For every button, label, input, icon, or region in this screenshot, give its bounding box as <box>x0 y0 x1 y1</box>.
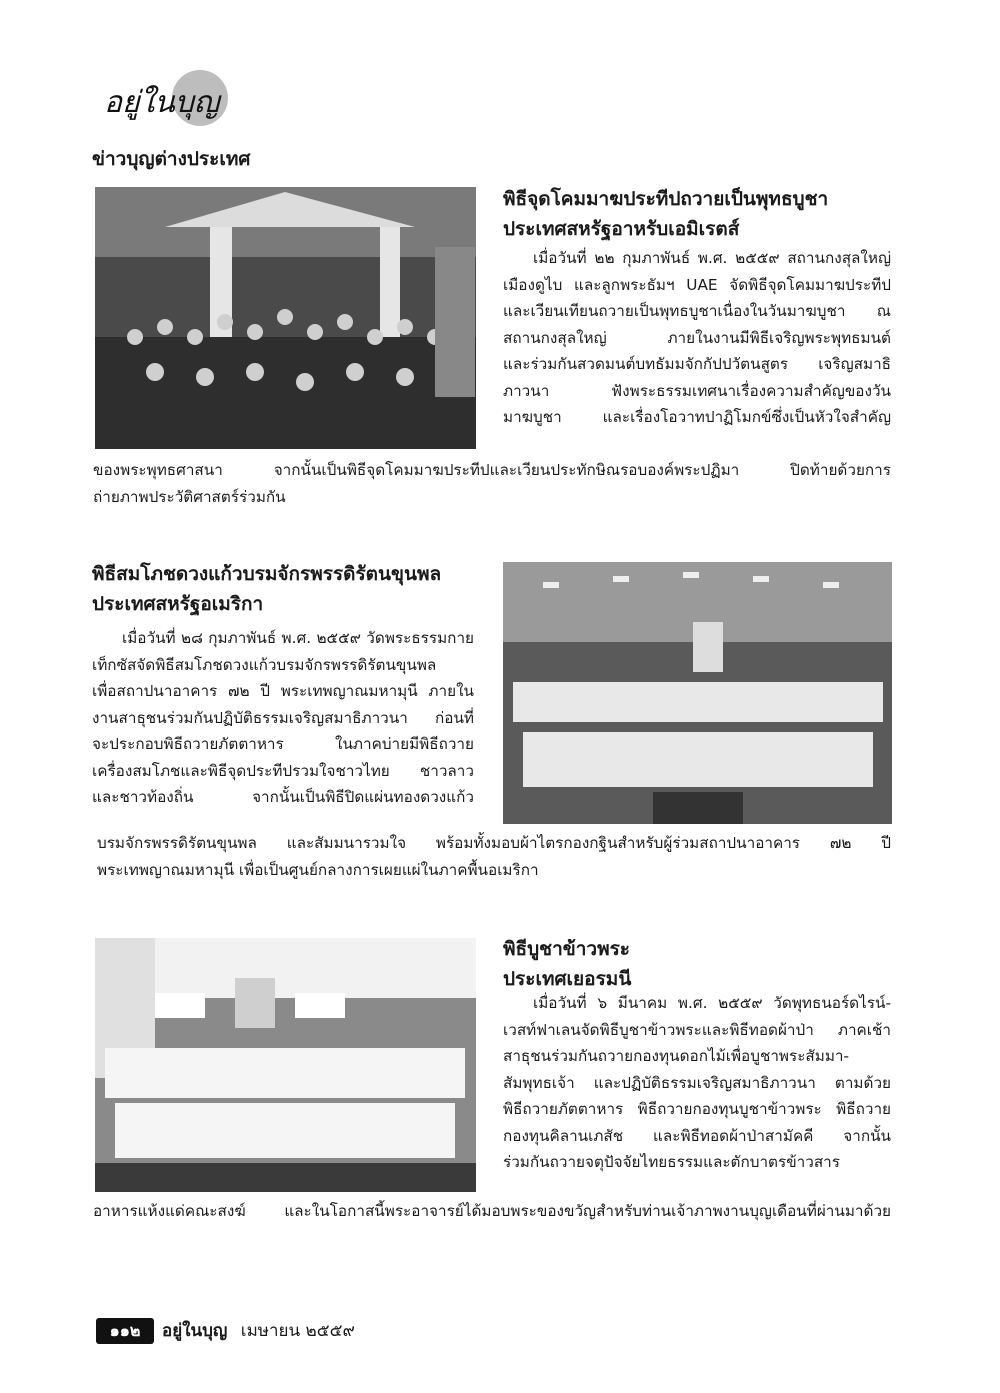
text-line: ของพระพุทธศาสนา จากนั้นเป็นพิธีจุดโคมมาฆประทีปและเวียนประทักษิณรอบองค์พระปฏิมา ปิดท้ายด้วยการ <box>93 461 891 479</box>
text-line: อาหารแห้งแด่คณะสงฆ์ และในโอกาสนี้พระอาจารย์ได้มอบพระของขวัญสำหรับท่านเจ้าภาพงานบุญเดือนที่ผ่านมาด้วย <box>93 1202 891 1220</box>
text-line: มาฆบูชา และเรื่องโอวาทปาฏิโมกข์ซึ่งเป็นหัวใจสำคัญ <box>503 408 891 426</box>
text-line: ร่วมกันถวายจตุปัจจัยไทยธรรมและตักบาตรข้าวสาร <box>503 1153 840 1171</box>
text-line: สัมพุทธเจ้า และปฏิบัติธรรมเจริญสมาธิภาวนา ตามด้วย <box>503 1073 891 1092</box>
text-line: เครื่องสมโภชและพิธีจุดประทีปรวมใจชาวไทย ชาวลาว <box>92 761 474 780</box>
text-line: ถ่ายภาพประวัติศาสตร์ร่วมกัน <box>93 487 286 506</box>
text-line: เมื่อวันที่ ๒๒ กุมภาพันธ์ พ.ศ. ๒๕๕๙ สถานกงสุลใหญ่ <box>533 249 891 267</box>
logo-text: อยู่ในบุญ <box>104 85 220 120</box>
text-line: งานสาธุชนร่วมกันปฏิบัติธรรมเจริญสมาธิภาวนา ก่อนที่ <box>92 708 474 727</box>
article-2-side-text <box>92 625 474 811</box>
article-1-title-line-1: พิธีจุดโคมมาฆประทีปถวายเป็นพุทธบูชา <box>503 188 829 210</box>
footer-magazine-name: อยู่ในบุญ <box>162 1321 228 1341</box>
text-line: เวสท์ฟาเลนจัดพิธีบูชาข้าวพระและพิธีทอดผ้าป่า ภาคเช้า <box>503 1020 891 1039</box>
footer-info <box>162 1318 355 1344</box>
article-3-title-line-2: ประเทศเยอรมนี <box>503 968 632 990</box>
magazine-logo <box>100 68 240 132</box>
article-1-photo <box>95 187 476 449</box>
article-1-side-text <box>503 245 891 431</box>
text-line: พระเทพญาณมหามุนี เพื่อเป็นศูนย์กลางการเผยแผ่ในภาคพื้นอเมริกา <box>97 860 539 879</box>
section-title: ข่าวบุญต่างประเทศ <box>92 148 251 170</box>
text-line: และเวียนเทียนถวายเป็นพุทธบูชาเนื่องในวันมาฆบูชา ณ <box>503 302 891 320</box>
text-line: กองทุนคิลานเภสัช และพิธีทอดผ้าป่าสามัคคี จากนั้น <box>503 1126 891 1145</box>
page-number: ๑๑๒ <box>96 1318 154 1344</box>
text-line: และร่วมกันสวดมนต์บทธัมมจักกัปปวัตนสูตร เจริญสมาธิ <box>503 355 891 373</box>
article-3-photo <box>95 938 476 1192</box>
article-3-side-text <box>503 990 891 1176</box>
text-line: บรมจักรพรรดิรัตนขุนพล และสัมมนารวมใจ พร้อมทั้งมอบผ้าไตรกองกฐินสำหรับผู้ร่วมสถาปนาอาคาร ๗๒ ปี <box>97 834 891 852</box>
text-line: เมื่อวันที่ ๖ มีนาคม พ.ศ. ๒๕๕๙ วัดพุทธนอร์ดไรน์- <box>533 994 891 1012</box>
text-line: สาธุชนร่วมกันถวายกองทุนดอกไม้เพื่อบูชาพระสัมมา- <box>503 1047 850 1065</box>
article-1-title-line-2: ประเทศสหรัฐอาหรับเอมิเรตส์ <box>503 218 740 240</box>
article-2-title-line-2: ประเทศสหรัฐอเมริกา <box>92 593 264 615</box>
text-line: เมื่อวันที่ ๒๘ กุมภาพันธ์ พ.ศ. ๒๕๕๙ วัดพระธรรมกาย <box>122 629 474 647</box>
article-1-full-text <box>93 457 891 510</box>
text-line: เมืองดูไบ และลูกพระธัมฯ UAE จัดพิธีจุดโคมมาฆประทีป <box>503 275 891 294</box>
text-line: ภาวนา ฟังพระธรรมเทศนาเรื่องความสำคัญของวัน <box>503 381 891 400</box>
text-line: เท็กซัสจัดพิธีสมโภชดวงแก้วบรมจักรพรรดิรัตนขุนพล <box>92 655 437 674</box>
article-3-full-text <box>93 1198 891 1225</box>
text-line: สถานกงสุลใหญ่ ภายในงานมีพิธีเจริญพระพุทธมนต์ <box>503 328 891 347</box>
article-2-full-text <box>97 830 891 883</box>
article-3-title-line-1: พิธีบูชาข้าวพระ <box>503 938 631 960</box>
footer-issue: เมษายน ๒๕๕๙ <box>240 1321 355 1341</box>
text-line: และชาวท้องถิ่น จากนั้นเป็นพิธีปิดแผ่นทองดวงแก้ว <box>92 788 474 806</box>
article-2-title-line-1: พิธีสมโภชดวงแก้วบรมจักรพรรดิรัตนขุนพล <box>92 563 442 585</box>
text-line: พิธีถวายภัตตาหาร พิธีถวายกองทุนบูชาข้าวพระ พิธีถวาย <box>503 1100 891 1118</box>
text-line: เพื่อสถาปนาอาคาร ๗๒ ปี พระเทพญาณมหามุนี ภายใน <box>92 682 474 700</box>
text-line: จะประกอบพิธีถวายภัตตาหาร ในภาคบ่ายมีพิธีถวาย <box>92 735 474 753</box>
article-2-photo <box>503 562 892 824</box>
